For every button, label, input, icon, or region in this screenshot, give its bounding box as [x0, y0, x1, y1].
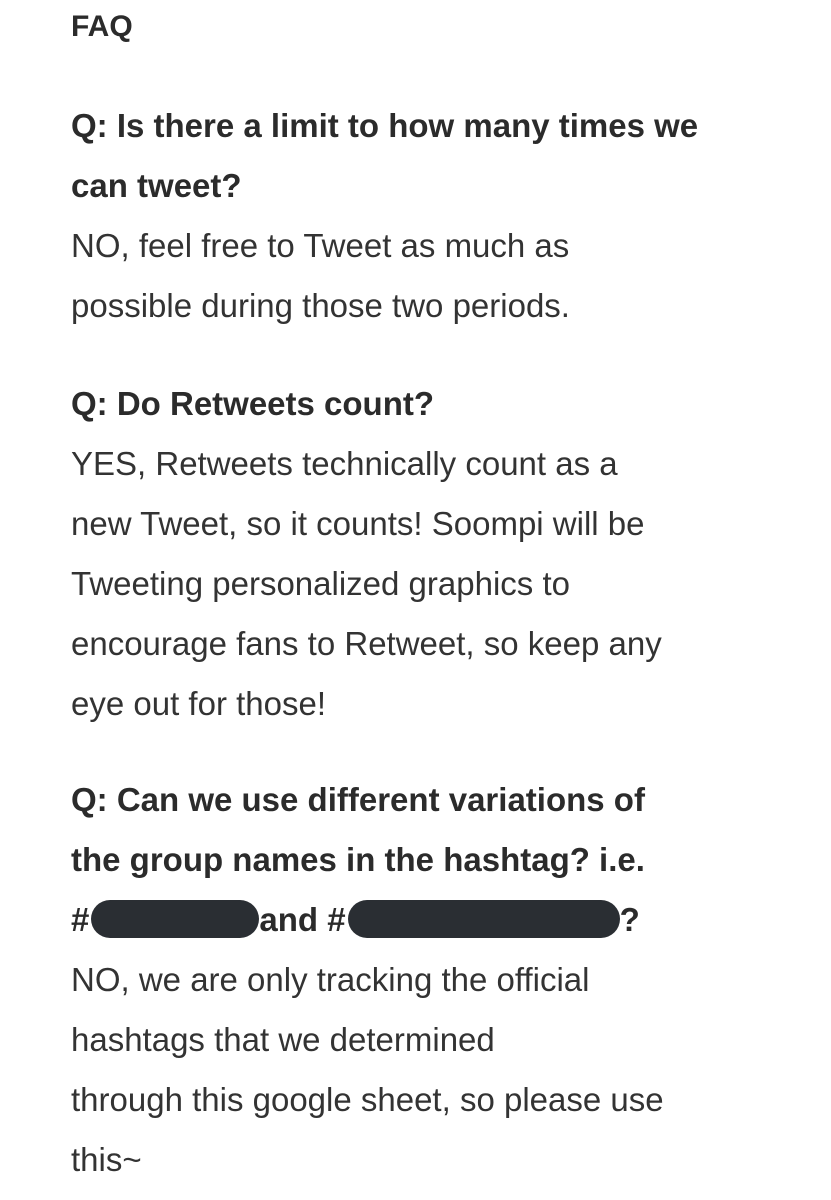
hash-prefix: # — [71, 901, 90, 938]
question-line: Q: Do Retweets count? — [71, 385, 435, 422]
redaction-bar — [348, 900, 620, 938]
question-line: can tweet? — [71, 167, 242, 204]
faq-question — [71, 374, 791, 434]
question-mark: ? — [619, 901, 640, 938]
answer-line: possible during those two periods. — [71, 287, 570, 324]
answer-line: YES, Retweets technically count as a — [71, 445, 618, 482]
faq-item — [71, 96, 791, 336]
faq-heading: FAQ — [71, 10, 133, 43]
question-line: Q: Is there a limit to how many times we — [71, 107, 699, 144]
faq-item — [71, 374, 791, 734]
faq-question — [71, 770, 791, 950]
redaction-bar — [91, 900, 259, 938]
question-line: Q: Can we use different variations of — [71, 781, 645, 818]
and-hash-text: and # — [259, 901, 346, 938]
answer-line: this~ — [71, 1141, 142, 1178]
answer-line: NO, we are only tracking the official — [71, 961, 590, 998]
answer-line: Tweeting personalized graphics to — [71, 565, 570, 602]
answer-line: encourage fans to Retweet, so keep any — [71, 625, 662, 662]
question-line: the group names in the hashtag? i.e. — [71, 841, 645, 878]
answer-line: NO, feel free to Tweet as much as — [71, 227, 570, 264]
faq-item — [71, 770, 791, 1190]
answer-line: hashtags that we determined — [71, 1021, 495, 1058]
answer-line: new Tweet, so it counts! Soompi will be — [71, 505, 645, 542]
faq-answer — [71, 216, 791, 336]
faq-answer — [71, 434, 791, 734]
faq-question — [71, 96, 791, 216]
answer-line: through this google sheet, so please use — [71, 1081, 664, 1118]
faq-answer — [71, 950, 791, 1190]
question-redacted-line — [71, 890, 791, 950]
answer-line: eye out for those! — [71, 685, 326, 722]
